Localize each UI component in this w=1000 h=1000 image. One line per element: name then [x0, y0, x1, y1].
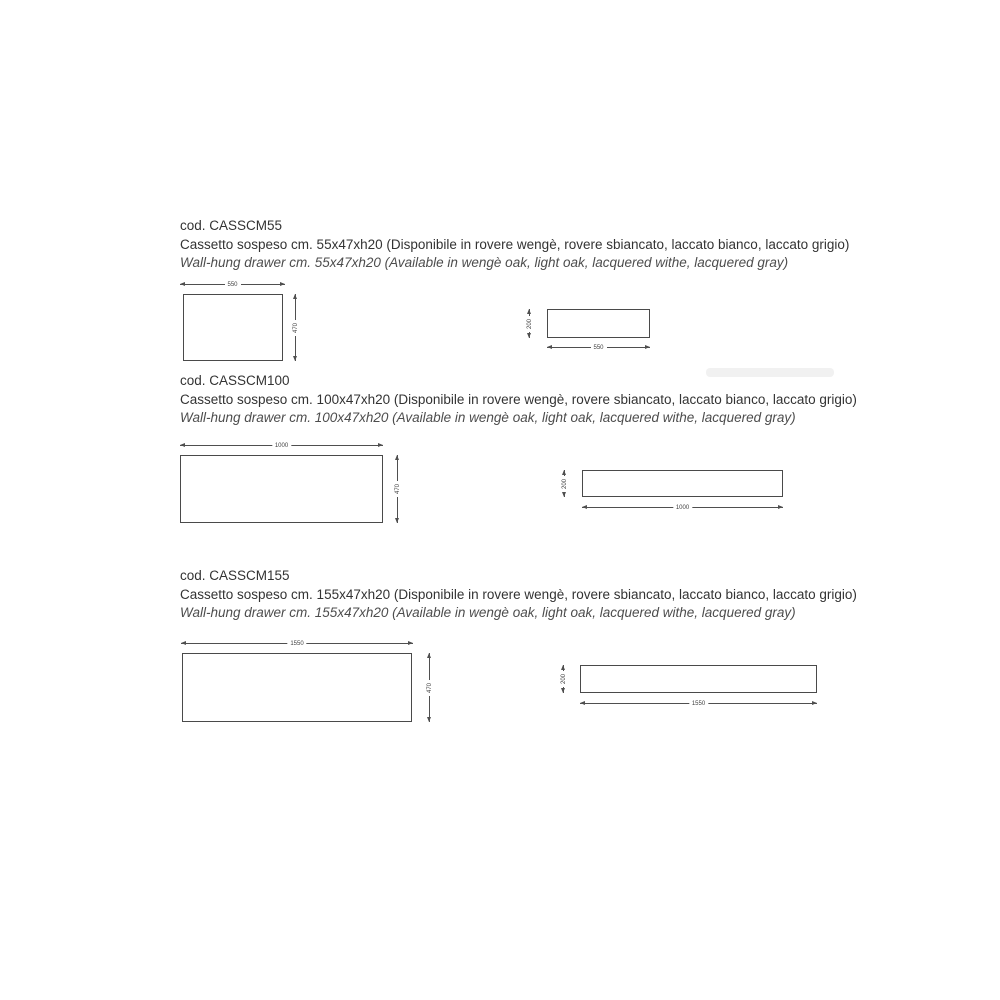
drawer-top-outline [182, 653, 412, 722]
arrowhead-left-icon [580, 701, 585, 705]
arrowhead-down-icon [562, 492, 566, 497]
width-dimension-label: 550 [590, 345, 606, 351]
arrowhead-left-icon [180, 443, 185, 447]
product-code: cod. CASSCM155 [180, 568, 290, 583]
arrowhead-up-icon [562, 470, 566, 475]
arrowhead-right-icon [778, 505, 783, 509]
scan-artifact [706, 368, 834, 377]
product-code: cod. CASSCM55 [180, 218, 283, 233]
depth-dimension [394, 455, 401, 523]
arrowhead-left-icon [582, 505, 587, 509]
height-dimension [560, 665, 567, 693]
arrowhead-down-icon [527, 333, 531, 338]
arrowhead-up-icon [427, 653, 431, 658]
arrowhead-left-icon [181, 641, 186, 645]
arrowhead-down-icon [395, 518, 399, 523]
product-description-english: Wall-hung drawer cm. 155x47xh20 (Available in wengè oak, light oak, lacquered withe, lacquered gray) [180, 605, 796, 620]
width-dimension-label: 1000 [272, 443, 291, 449]
height-dimension [561, 470, 568, 497]
drawer-front-outline [547, 309, 650, 338]
top-view-drawing [180, 442, 405, 528]
arrowhead-up-icon [527, 309, 531, 314]
height-dimension-label: 200 [562, 475, 568, 491]
drawer-top-outline [183, 294, 283, 361]
product-code: cod. CASSCM100 [180, 373, 290, 388]
width-dimension [180, 281, 285, 288]
width-dimension [181, 640, 413, 647]
arrowhead-up-icon [293, 294, 297, 299]
width-dimension-label: 1550 [287, 641, 306, 647]
depth-dimension [292, 294, 299, 361]
width-dimension [180, 442, 383, 449]
width-dimension-label: 1000 [673, 505, 692, 511]
height-dimension [526, 309, 533, 338]
arrowhead-right-icon [812, 701, 817, 705]
width-dimension [582, 504, 783, 511]
drawer-front-outline [580, 665, 817, 693]
depth-dimension-label: 470 [427, 679, 433, 695]
arrowhead-down-icon [561, 688, 565, 693]
height-dimension-label: 200 [561, 671, 567, 687]
width-dimension-label: 550 [224, 282, 240, 288]
width-dimension-label: 1550 [689, 701, 708, 707]
arrowhead-up-icon [395, 455, 399, 460]
product-description-italian: Cassetto sospeso cm. 55x47xh20 (Disponibile in rovere wengè, rovere sbiancato, laccato bianco, laccato grigio) [180, 237, 850, 252]
depth-dimension-label: 470 [395, 481, 401, 497]
front-view-drawing [559, 466, 789, 514]
arrowhead-left-icon [547, 345, 552, 349]
arrowhead-down-icon [293, 356, 297, 361]
arrowhead-right-icon [280, 282, 285, 286]
arrowhead-right-icon [378, 443, 383, 447]
product-description-english: Wall-hung drawer cm. 100x47xh20 (Available in wengè oak, light oak, lacquered withe, lacquered gray) [180, 410, 796, 425]
arrowhead-right-icon [645, 345, 650, 349]
arrowhead-left-icon [180, 282, 185, 286]
depth-dimension-label: 470 [293, 319, 299, 335]
front-view-drawing [526, 305, 656, 353]
front-view-drawing [558, 661, 823, 711]
depth-dimension [426, 653, 433, 722]
top-view-drawing [181, 640, 436, 728]
arrowhead-up-icon [561, 665, 565, 670]
arrowhead-right-icon [408, 641, 413, 645]
product-description-italian: Cassetto sospeso cm. 100x47xh20 (Disponibile in rovere wengè, rovere sbiancato, laccato bianco, laccato grigio) [180, 392, 857, 407]
width-dimension [547, 344, 650, 351]
drawer-front-outline [582, 470, 783, 497]
product-description-english: Wall-hung drawer cm. 55x47xh20 (Available in wengè oak, light oak, lacquered withe, lacquered gray) [180, 255, 789, 270]
top-view-drawing [180, 281, 305, 367]
arrowhead-down-icon [427, 717, 431, 722]
width-dimension [580, 700, 817, 707]
drawer-top-outline [180, 455, 383, 523]
product-description-italian: Cassetto sospeso cm. 155x47xh20 (Disponibile in rovere wengè, rovere sbiancato, laccato bianco, laccato grigio) [180, 587, 857, 602]
height-dimension-label: 200 [527, 315, 533, 331]
